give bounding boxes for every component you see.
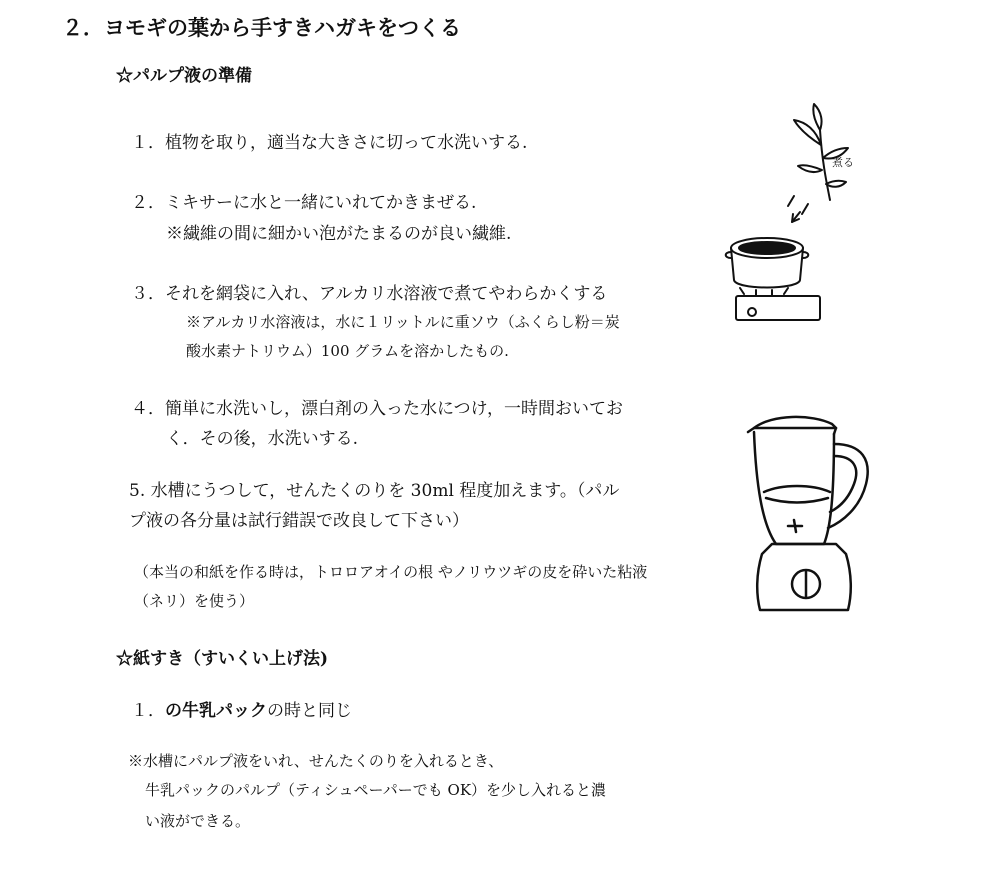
pulp-step-1: １．植物を取り，適当な大きさに切って水洗いする.: [131, 133, 528, 153]
pulp-note-line-1: （本当の和紙を作る時は，トロロアオイの根 やノリウツギの皮を砕いた粘液: [134, 563, 648, 581]
plant-leaf: [813, 104, 821, 130]
stove-body: [736, 296, 820, 320]
blender-base: [757, 544, 851, 610]
paper-note-line-1: ※水槽にパルプ液をいれ、せんたくのりを入れるとき、: [128, 752, 504, 770]
blender-lid: [754, 417, 836, 428]
blender-liquid: [766, 498, 828, 503]
pulp-step-3-note-line-1: ※アルカリ水溶液は，水に１リットルに重ソウ（ふくらし粉＝炭: [186, 313, 620, 331]
section-heading-pulp: ☆パルプ液の準備: [116, 66, 252, 86]
pulp-step-4-line-1: ４．簡単に水洗いし，漂白剤の入った水につけ，一時間おいてお: [131, 399, 623, 419]
paper-step-1-suffix: の時と同じ: [267, 701, 352, 721]
section-heading-paper: ☆紙すき（すいくい上げ法): [116, 649, 329, 669]
pot-contents: [739, 242, 795, 254]
pulp-step-4-line-2: く．その後，水洗いする.: [166, 429, 359, 449]
pulp-step-3: ３．それを網袋に入れ、アルカリ水溶液で煮てやわらかくする: [131, 284, 608, 304]
blender-blade: [788, 520, 802, 532]
pot-handle-right: [803, 252, 808, 258]
page-title: ２．ヨモギの葉から手すきハガキをつくる: [62, 15, 461, 40]
paper-note-line-3: い液ができる。: [145, 812, 251, 830]
plant-leaf: [798, 165, 822, 172]
burner-flame: [740, 288, 788, 296]
blender-liquid: [764, 486, 830, 492]
pulp-step-2: ２．ミキサーに水と一緒にいれてかきまぜる.: [131, 193, 477, 213]
plant-stem: [820, 130, 830, 200]
pulp-step-5-line-1: 5. 水槽にうつして，せんたくのりを 30ml 程度加えます。（パル: [129, 481, 620, 501]
paper-step-1-prefix: １．: [131, 701, 165, 721]
stove-knob: [748, 308, 756, 316]
pot-handle-left: [726, 252, 731, 258]
pulp-step-2-note: ※繊維の間に細かい泡がたまるのが良い繊維.: [166, 224, 512, 244]
paper-step-1-bold: の牛乳パック: [165, 701, 267, 721]
blender-lid-rim: [748, 428, 836, 434]
handwritten-label: 煮る: [832, 156, 854, 169]
plant-leaf: [826, 181, 846, 187]
blender-illustration: [742, 404, 882, 624]
pulp-note-line-2: （ネリ）を使う）: [134, 592, 255, 610]
falling-piece: [788, 196, 794, 206]
pulp-step-3-note-line-2: 酸水素ナトリウム）100 グラムを溶かしたもの.: [186, 342, 509, 360]
falling-piece: [802, 204, 808, 214]
paper-note-line-2: 牛乳パックのパルプ（ティシュペーパーでも OK）を少し入れると濃: [145, 781, 607, 799]
cooking-pot-illustration: [722, 100, 872, 330]
pulp-step-5-line-2: プ液の各分量は試行錯誤で改良して下さい）: [129, 511, 469, 531]
paper-step-1: [131, 696, 352, 721]
